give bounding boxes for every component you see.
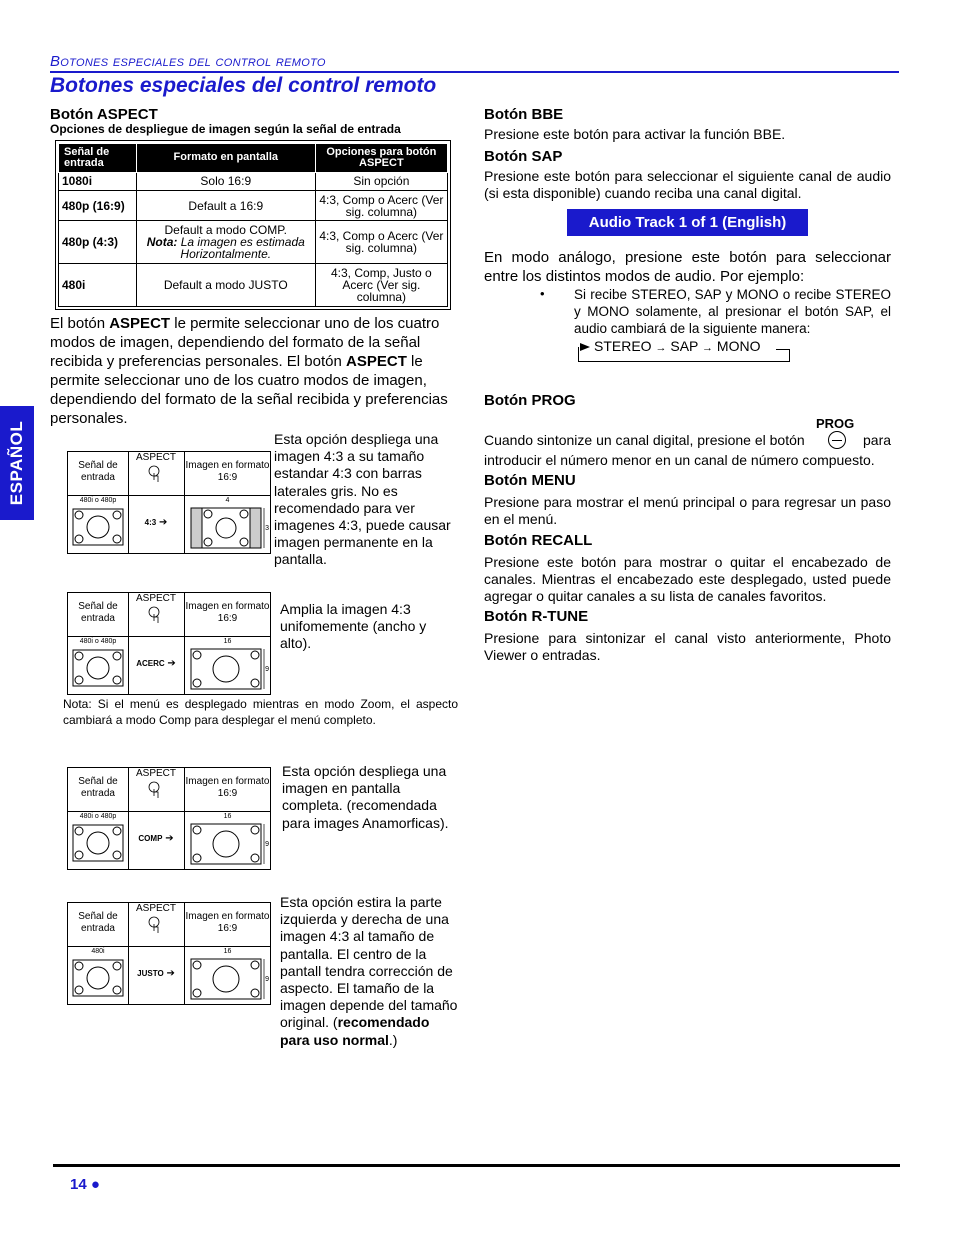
table-header: Señal de entrada xyxy=(59,144,137,173)
input-label: Señal de entrada xyxy=(68,903,129,947)
bullet-mark: • xyxy=(540,286,545,301)
sap-text: Presione este botón para seleccionar el siguiente canal de audio (si esta disponible) cuando reciba una canal digital. xyxy=(484,168,891,201)
signal-label: 480i xyxy=(91,948,105,955)
output-picture-icon xyxy=(190,823,266,867)
prog-button-label: PROG xyxy=(816,416,855,431)
prog-text-a: Cuando sintonize un canal digital, presione el botón xyxy=(484,432,805,448)
cycle-sap: SAP xyxy=(670,338,699,354)
rtune-heading: Botón R-TUNE xyxy=(484,608,589,625)
aspect-label: ASPECT xyxy=(135,593,176,604)
aspect-diagram-description: Esta opción despliega una imagen 4:3 a su tamaño estandar 4:3 con barras laterales gris. No es recomendado para ver imagenes 4:3, puede causar imagen permanente en la pantalla. xyxy=(274,431,451,568)
width-label: 16 xyxy=(223,948,232,955)
width-label: 4 xyxy=(225,497,230,504)
audio-track-banner: Audio Track 1 of 1 (English) xyxy=(567,209,808,236)
input-picture-icon xyxy=(72,959,124,997)
footer-rule xyxy=(53,1164,900,1167)
height-label: 3 xyxy=(265,525,269,532)
output-label: Imagen en formato 16:9 xyxy=(184,903,271,947)
prog-heading: Botón PROG xyxy=(484,392,576,409)
aspect-diagram-description: Amplia la imagen 4:3 unifomemente (ancho y alto). xyxy=(280,601,427,652)
sap-bullet-text: Si recibe STEREO, SAP y MONO o recibe STEREO y MONO solamente, al presionar el botón SAP, el audio cambiará de la siguiente manera: xyxy=(574,287,891,336)
table-header: Opciones para botón ASPECT xyxy=(315,144,447,173)
recall-text: Presione este botón para mostrar o quitar el encabezado de canales. Mientras el encabezado este desplegado, usted puede agregar o quitar canales a su lista de canales favoritos. xyxy=(484,554,891,604)
rtune-text: Presione para sintonizar el canal visto anteriormente, Photo Viewer o entradas. xyxy=(484,630,891,663)
width-label: 16 xyxy=(223,638,232,645)
mode-label: 4:3 xyxy=(144,518,157,527)
height-label: 9 xyxy=(265,841,269,848)
bbe-heading: Botón BBE xyxy=(484,106,564,123)
aspect-label: ASPECT xyxy=(135,903,176,914)
zoom-note: Nota: Si el menú es desplegado mientras en modo Zoom, el aspecto cambiará a modo Comp para desplegar el menú completo. xyxy=(63,697,458,727)
table-row: 1080i Solo 16:9 Sin opción xyxy=(59,172,448,190)
aspect-label: ASPECT xyxy=(135,768,176,779)
output-picture-icon xyxy=(190,507,266,551)
mode-label: COMP xyxy=(138,834,163,843)
menu-heading: Botón MENU xyxy=(484,472,576,489)
aspect-options-table xyxy=(55,140,451,310)
input-picture-icon xyxy=(72,508,124,546)
output-picture-icon xyxy=(190,648,266,692)
page-title: Botones especiales del control remoto xyxy=(50,74,437,97)
input-label: Señal de entrada xyxy=(68,452,129,496)
section-header: Botones especiales del control remoto xyxy=(50,53,326,70)
aspect-description: El botón ASPECT le permite seleccionar uno de los cuatro modos de imagen, dependiendo del formato de la señal recibida y preferencias personales. El botón ASPECT le permite seleccionar uno de los cuatro modos de imagen, dependiendo del formato de la señal recibida y preferencias personales. xyxy=(50,315,448,427)
sap-heading: Botón SAP xyxy=(484,148,563,165)
hand-press-icon xyxy=(146,605,166,625)
cycle-stereo: STEREO xyxy=(594,338,652,354)
input-picture-icon xyxy=(72,649,124,687)
signal-label: 480i o 480p xyxy=(79,638,117,645)
arrow-right-icon: ➔ xyxy=(165,833,174,844)
width-label: 16 xyxy=(223,813,232,820)
audio-cycle-diagram xyxy=(578,337,790,363)
output-picture-icon xyxy=(190,958,266,1002)
hand-press-icon xyxy=(146,780,166,800)
prog-text-b: para xyxy=(863,432,892,448)
mode-label: ACERC xyxy=(136,659,165,668)
prog-text-c: introducir el número menor en un canal de número compuesto. xyxy=(484,452,875,468)
header-rule xyxy=(50,71,899,73)
aspect-diagram xyxy=(67,767,271,870)
hand-press-icon xyxy=(146,915,166,935)
language-side-tab xyxy=(0,406,34,520)
arrow-right-icon: ➔ xyxy=(166,968,175,979)
aspect-diagram-description: Esta opción despliega una imagen en pantalla completa. (recomendada para images Anamorficas). xyxy=(282,763,449,831)
signal-label: 480i o 480p xyxy=(79,813,117,820)
aspect-diagram xyxy=(67,592,271,695)
input-label: Señal de entrada xyxy=(68,593,129,637)
bbe-text: Presione este botón para activar la función BBE. xyxy=(484,126,786,142)
prog-button-icon xyxy=(828,431,846,449)
table-row: 480i Default a modo JUSTO 4:3, Comp, Justo o Acerc (Ver sig. columna) xyxy=(59,264,448,307)
output-label: Imagen en formato 16:9 xyxy=(184,593,271,637)
recall-heading: Botón RECALL xyxy=(484,532,593,549)
mode-label: JUSTO xyxy=(137,969,164,978)
arrow-right-icon: ➔ xyxy=(167,658,176,669)
arrow-right-icon: → xyxy=(702,342,714,354)
aspect-diagram xyxy=(67,451,271,554)
table-row: 480p (16:9) Default a 16:9 4:3, Comp o Acerc (Ver sig. columna) xyxy=(59,190,448,221)
arrow-right-icon: ➔ xyxy=(158,517,168,528)
table-row: 480p (4:3) Default a modo COMP. Nota: La imagen es estimada Horizontalmente. 4:3, Comp o Acerc (Ver sig. columna) xyxy=(59,221,448,264)
aspect-diagram xyxy=(67,902,271,1005)
arrow-right-icon: → xyxy=(655,342,667,354)
cycle-mono: MONO xyxy=(716,338,761,354)
output-label: Imagen en formato 16:9 xyxy=(184,768,271,812)
height-label: 9 xyxy=(265,666,269,673)
sap-analog-text: En modo análogo, presione este botón para seleccionar entre los distintos modos de audio. Por ejemplo: xyxy=(484,249,891,285)
input-picture-icon xyxy=(72,824,124,862)
aspect-subheading: Opciones de despliegue de imagen según la señal de entrada xyxy=(50,122,401,136)
aspect-diagram-description: Esta opción estira la parte izquierda y derecha de una imagen 4:3 al tamaño de pantalla. El centro de la pantall tendra corrección de aspecto. El tamaño de la imagen depende del tamaño original. (recomendado para uso normal.) xyxy=(280,894,458,1048)
page-number: 14 ● xyxy=(70,1176,100,1193)
table-header: Formato en pantalla xyxy=(136,144,315,173)
input-label: Señal de entrada xyxy=(68,768,129,812)
height-label: 9 xyxy=(265,976,269,983)
signal-label: 480i o 480p xyxy=(79,497,117,504)
hand-press-icon xyxy=(146,464,166,484)
aspect-heading: Botón ASPECT xyxy=(50,106,158,123)
aspect-label: ASPECT xyxy=(135,452,176,463)
side-tab-label: ESPAÑOL xyxy=(7,420,26,506)
output-label: Imagen en formato 16:9 xyxy=(184,452,271,496)
menu-text: Presione para mostrar el menú principal o para regresar un paso en el menú. xyxy=(484,494,891,527)
